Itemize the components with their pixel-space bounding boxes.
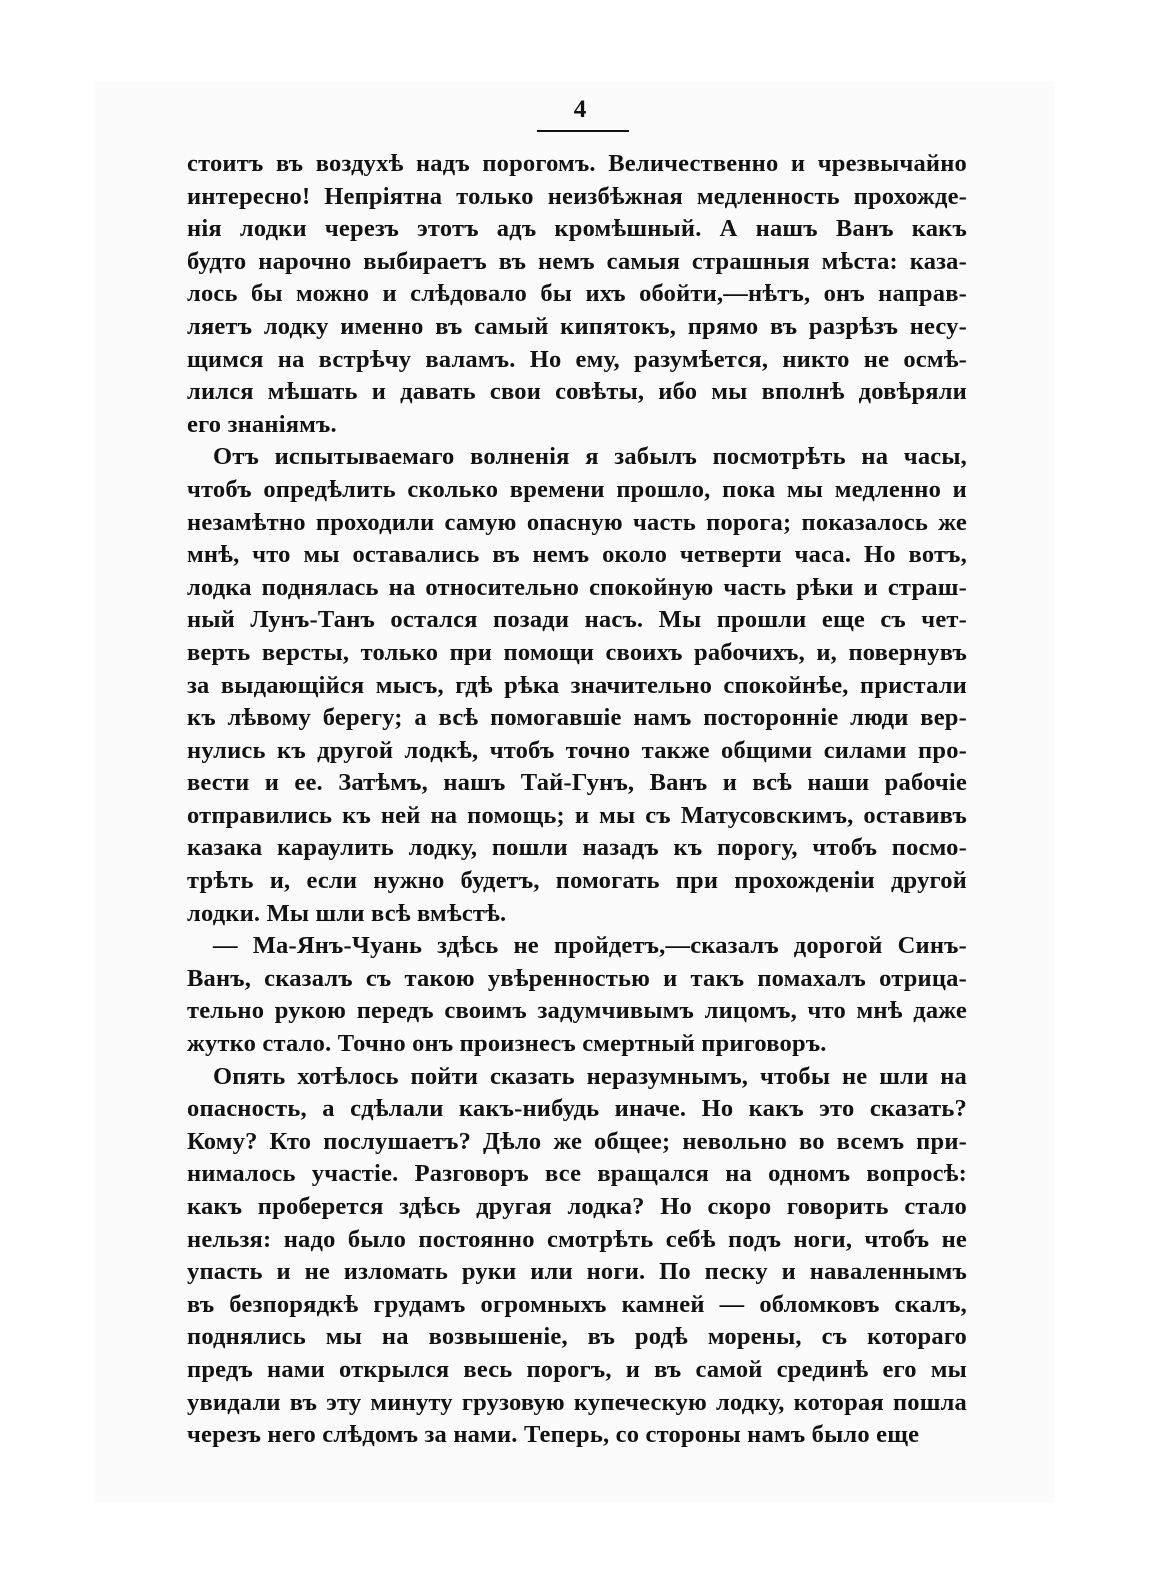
text-line: Отъ испытываемаго волненія я забылъ посмотрѣть на часы, (213, 443, 967, 471)
text-line: незамѣтно проходили самую опасную часть порога; показалось же (187, 508, 967, 536)
text-line: ный Лунъ-Танъ остался позади насъ. Мы прошли еще съ чет- (187, 606, 967, 634)
text-line: увидали въ эту минуту грузовую купеческую лодку, которая пошла (187, 1388, 967, 1416)
text-line: мнѣ, что мы оставались въ немъ около четверти часа. Но вотъ, (187, 541, 967, 569)
text-line: Кому? Кто послушаетъ? Дѣло же общее; невольно во всемъ при- (187, 1127, 967, 1155)
paragraph (187, 441, 967, 930)
text-line: стоитъ въ воздухѣ надъ порогомъ. Величественно и чрезвычайно (187, 150, 967, 177)
text-line: Опять хотѣлось пойти сказать неразумнымъ, чтобы не шли на (213, 1062, 967, 1090)
text-line: казака караулить лодку, пошли назадъ къ порогу, чтобъ посмо- (187, 834, 967, 862)
text-line: нія лодки черезъ этотъ адъ кромѣшный. А нашъ Ванъ какъ (187, 215, 967, 243)
text-line: предъ нами открылся весь порогъ, и въ самой срединѣ его мы (187, 1355, 967, 1383)
text-line: тельно рукою передъ своимъ задумчивымъ лицомъ, что мнѣ даже (187, 997, 967, 1025)
text-line: какъ проберется здѣсь другая лодка? Но скоро говорить стало (187, 1193, 967, 1220)
text-line: въ безпорядкѣ грудамъ огромныхъ камней — обломковъ скалъ, (187, 1290, 967, 1318)
text-line: ляетъ лодку именно въ самый кипятокъ, прямо въ разрѣзъ несу- (187, 312, 967, 340)
text-line: вести и ее. Затѣмъ, нашъ Тай-Гунъ, Ванъ и всѣ наши рабочіе (187, 769, 967, 797)
text-line: упасть и не изломать руки или ноги. По песку и наваленнымъ (187, 1258, 967, 1286)
body-text (187, 148, 967, 1452)
text-line: интересно! Непріятна только неизбѣжная медленность прохожде- (187, 182, 967, 210)
text-line: трѣть и, если нужно будетъ, помогать при прохожденіи другой (187, 867, 967, 895)
text-line: лодки. Мы шли всѣ вмѣстѣ. (187, 899, 507, 927)
text-line: чтобъ опредѣлить сколько времени прошло, пока мы медленно и (187, 475, 967, 503)
text-line: — Ма-Янъ-Чуань здѣсь не пройдетъ,—сказалъ дорогой Синъ- (213, 932, 967, 960)
text-line: опасность, а сдѣлали какъ-нибудь иначе. Но какъ это сказать? (187, 1095, 967, 1123)
text-line: отправились къ ней на помощь; и мы съ Матусовскимъ, оставивъ (187, 801, 967, 829)
text-line: нулись къ другой лодкѣ, чтобъ точно также общими силами про- (187, 736, 967, 764)
text-line: щимся на встрѣчу валамъ. Но ему, разумѣется, никто не осмѣ- (187, 345, 967, 373)
text-line: черезъ него слѣдомъ за нами. Теперь, со стороны намъ было еще (187, 1421, 920, 1449)
text-line: лодка поднялась на относительно спокойную часть рѣки и страш- (187, 573, 967, 601)
text-line: его знаніямъ. (187, 410, 337, 438)
text-line: верть версты, только при помощи своихъ рабочихъ, и, повернувъ (187, 638, 967, 666)
text-line: лось бы можно и слѣдовало бы ихъ обойти,—нѣтъ, онъ направ- (187, 280, 967, 308)
header-rule (537, 130, 629, 132)
text-line: Ванъ, сказалъ съ такою увѣренностью и такъ помахалъ отрица- (187, 964, 967, 992)
text-line: поднялись мы на возвышеніе, въ родѣ морены, съ котораго (187, 1323, 967, 1351)
text-line: будто нарочно выбираетъ въ немъ самыя страшныя мѣста: каза- (187, 247, 967, 275)
paragraph (187, 148, 967, 441)
paragraph (187, 930, 967, 1060)
paragraph (187, 1061, 967, 1452)
page-number: 4 (573, 96, 587, 123)
text-line: жутко стало. Точно онъ произнесъ смертный приговоръ. (187, 1030, 827, 1058)
text-line: лился мѣшать и давать свои совѣты, ибо мы вполнѣ довѣряли (187, 378, 967, 406)
text-line: нельзя: надо было постоянно смотрѣть себѣ подъ ноги, чтобъ не (187, 1225, 967, 1253)
text-line: за выдающійся мысъ, гдѣ рѣка значительно спокойнѣе, пристали (187, 671, 967, 699)
text-line: нималось участіе. Разговоръ все вращался на одномъ вопросѣ: (187, 1160, 967, 1188)
page-header (0, 96, 1163, 136)
text-line: къ лѣвому берегу; а всѣ помогавшіе намъ посторонніе люди вер- (187, 704, 967, 732)
